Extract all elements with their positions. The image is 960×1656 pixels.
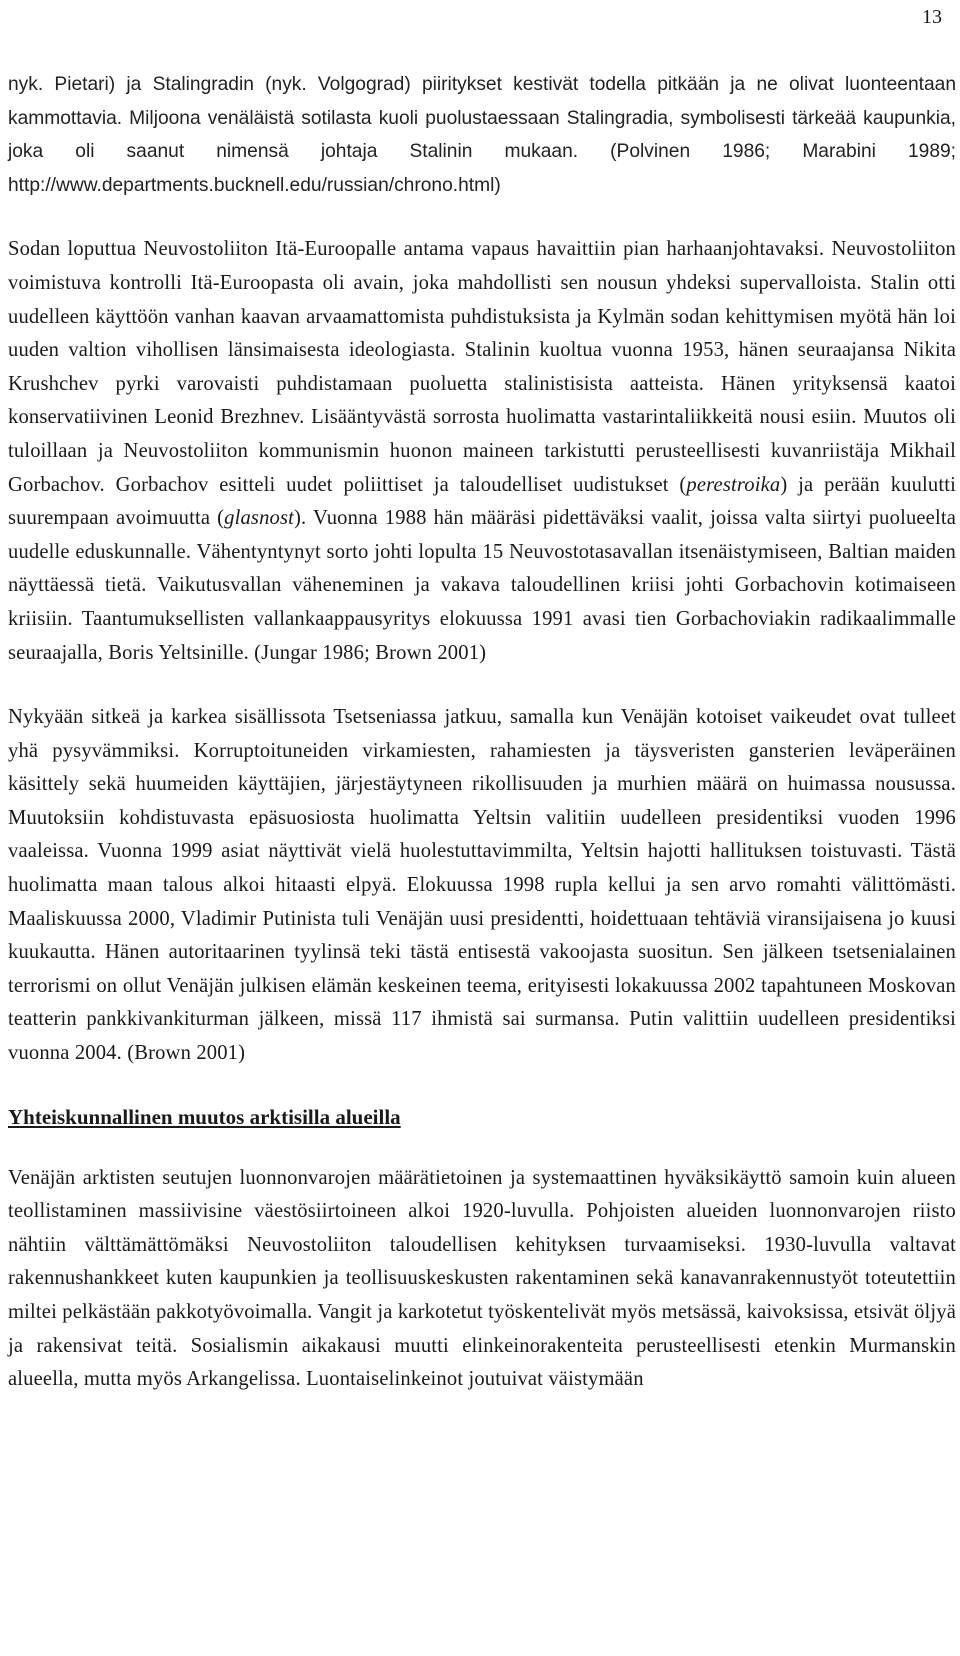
paragraph-soviet-history-part1: Sodan loputtua Neuvostoliiton Itä-Euroopalle antama vapaus havaittiin pian harhaanjohtavaksi. Neuvostoliiton voimistuva kontrolli Itä-Euroopasta oli avain, joka mahdollisti sen nousun yhdeksi supervalloista. Stalin otti uudelleen käyttöön vanhan kaavan arvaamattomista puhdistuksista ja Kylmän sodan kehittymisen myötä hän loi uuden valtion vihollisen länsimaisesta ideologiasta. Stalinin kuoltua vuonna 1953, hänen seuraajansa Nikita Krushchev pyrki varovaisti puhdistamaan puoluetta stalinistisista aatteista. Hänen yrityksensä kaatoi konservatiivinen Leonid Brezhnev. Lisääntyvästä sorrosta huolimatta vastarintaliikkeitä nousi esiin. Muutos oli tuloillaan ja Neuvostoliiton kommunismin huonon maineen tarkistutti perusteellisesti kuvanriistäja Mikhail Gorbachov. Gorbachov esitteli uudet poliittiset ja taloudelliset uudistukset ( <box>8 238 956 496</box>
paragraph-siege <box>8 68 956 202</box>
document-body <box>8 68 956 1428</box>
paragraph-soviet-history-part3: ). Vuonna 1988 hän määräsi pidettäväksi vaalit, joissa valta siirtyi puolueelta uudelle eduskunnalle. Vähentyntynyt sorto johti lopulta 15 Neuvostotasavallan itsenäistymiseen, Baltian maiden näyttäessä tietä. Vaikutusvallan väheneminen ja vakava taloudellinen kriisi johti Gorbachovin kotimaiseen kriisiin. Taantumuksellisten vallankaappausyritys elokuussa 1991 avasi tien Gorbachoviakin radikaalimmalle seuraajalla, Boris Yeltsinille. (Jungar 1986; Brown 2001) <box>8 507 957 664</box>
paragraph-modern-russia <box>8 701 956 1071</box>
page-number: 13 <box>922 6 942 28</box>
paragraph-siege-text: nyk. Pietari) ja Stalingradin (nyk. Volgograd) piiritykset kestivät todella pitkään ja ne olivat luonteentaan kammottavia. Miljoona venäläistä sotilasta kuoli puolustaessaan Stalingradia, symbolisesti tärkeää kaupunkia, joka oli saanut nimensä johtaja Stalinin mukaan. (Polvinen 1986; Marabini 1989; <box>8 74 956 163</box>
paragraph-soviet-history <box>8 233 956 670</box>
term-perestroika: perestroika <box>686 473 781 496</box>
paragraph-modern-russia-text: Nykyään sitkeä ja karkea sisällissota Tsetseniassa jatkuu, samalla kun Venäjän kotoiset vaikeudet ovat tulleet yhä pysyvämmiksi. Korruptoituneiden virkamiesten, rahamiesten ja täysveristen gansterien leväperäinen käsittely sekä huumeiden käyttäjien, järjestäytyneen rikollisuuden ja murhien määrä on huimassa nousussa. Muutoksiin kohdistuvasta epäsuosiosta huolimatta Yeltsin valitiin uudelleen presidentiksi vuoden 1996 vaaleissa. Vuonna 1999 asiat näyttivät vielä huolestuttavimmilta, Yeltsin hajotti hallituksen toistuvasti. Tästä huolimatta maan talous alkoi hitaasti elpyä. Elokuussa 1998 rupla kellui ja sen arvo romahti välittömästi. Maaliskuussa 2000, Vladimir Putinista tuli Venäjän uusi presidentti, hoidettuaan tehtäviä viransijaisena jo kuusi kuukautta. Hänen autoritaarinen tyylinsä teki tästä entisestä vakoojasta suositun. Sen jälkeen tsetsenialainen terrorismi on ollut Venäjän julkisen elämän keskeinen teema, erityisesti lokakuussa 2002 tapahtuneen Moskovan teatterin pankkivankiturman jälkeen, missä 117 ihmistä sai surmansa. Putin valittiin uudelleen presidentiksi vuonna 2004. (Brown 2001) <box>8 706 956 1065</box>
term-glasnost: glasnost <box>224 507 295 530</box>
paragraph-arctic <box>8 1162 956 1397</box>
section-heading: Yhteiskunnallinen muutos arktisilla alueilla <box>8 1104 401 1129</box>
paragraph-arctic-text: Venäjän arktisten seutujen luonnonvarojen määrätietoinen ja systemaattinen hyväksikäyttö samoin kuin alueen teollistaminen massiivisine väestösiirtoineen alkoi 1920-luvulla. Pohjoisten alueiden luonnonvarojen riisto nähtiin välttämättömäksi Neuvostoliiton taloudellisen kehityksen turvaamiseksi. 1930-luvulla valtavat rakennushankkeet kuten kaupunkien ja teollisuuskeskusten rakentaminen sekä kanavanrakennustyöt toteutettiin miltei pelkästään pakkotyövoimalla. Vangit ja karkotetut työskentelivät myös metsässä, kaivoksissa, etsivät öljyä ja rakensivat teitä. Sosialismin aikakausi muutti elinkeinorakenteita perusteellisesti etenkin Murmanskin alueella, mutta myös Arkangelissa. Luontaiselinkeinot joutuivat väistymään <box>8 1166 956 1391</box>
paragraph-soviet-history-part2: ) ja perään kuulutti suurempaan avoimuutta ( <box>8 473 956 530</box>
source-url: http://www.departments.bucknell.edu/russian/chrono.html) <box>8 174 501 196</box>
